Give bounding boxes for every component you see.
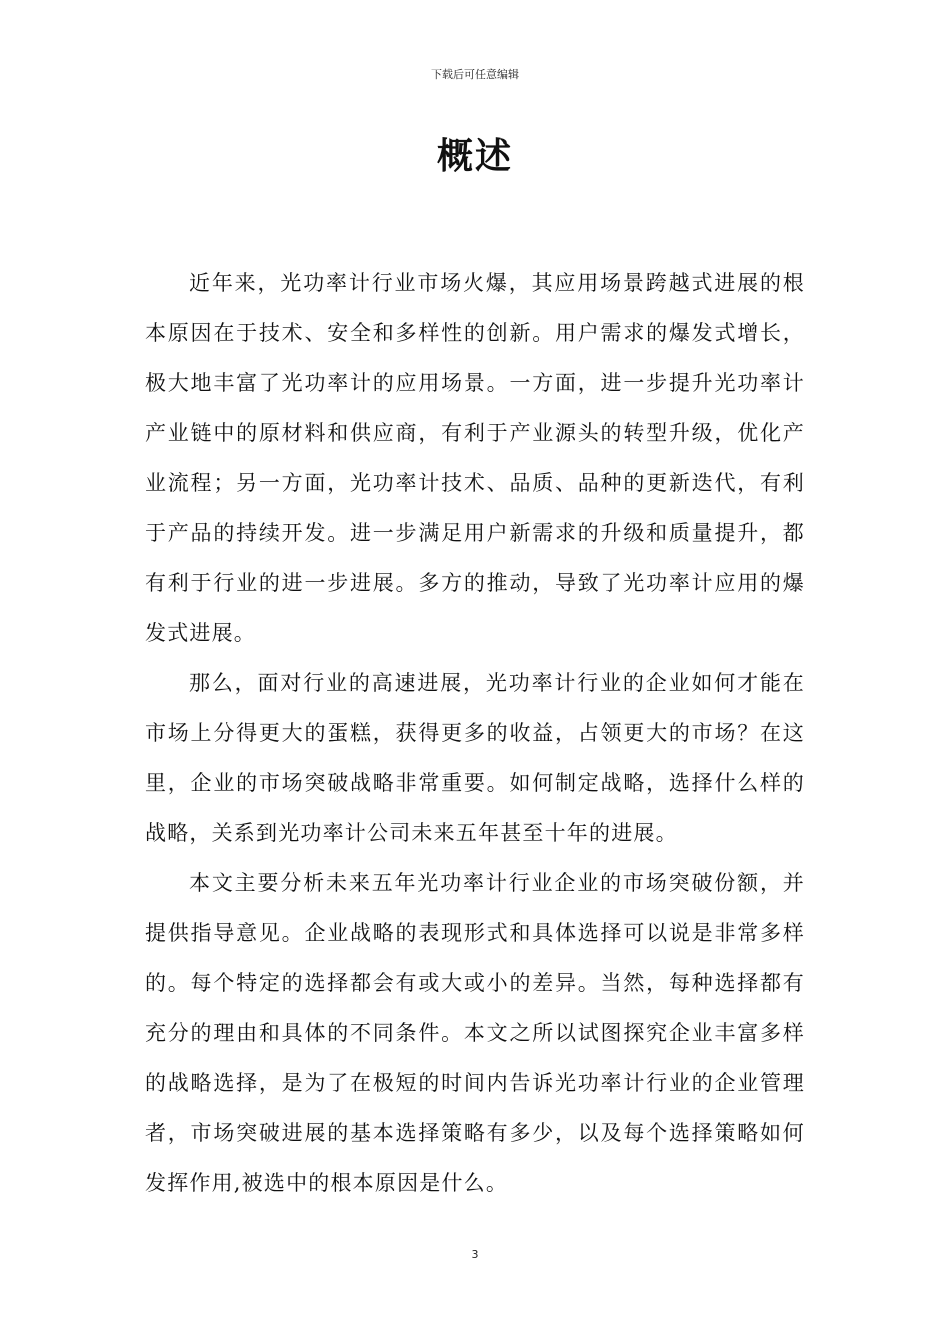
page-title: 概述 <box>436 136 513 177</box>
paragraph-2: 那么，面对行业的高速进展，光功率计行业的企业如何才能在市场上分得更大的蛋糕，获得更多的收益，占领更大的市场？在这里，企业的市场突破战略非常重要。如何制定战略，选择什么样的战略，关系到光功率计公司未来五年甚至十年的进展。 <box>145 671 805 845</box>
body-text <box>145 258 805 1208</box>
page-number: 3 <box>471 1248 479 1261</box>
header-note: 下载后可任意编辑 <box>431 68 519 81</box>
paragraph-1: 近年来，光功率计行业市场火爆，其应用场景跨越式进展的根本原因在于技术、安全和多样性的创新。用户需求的爆发式增长，极大地丰富了光功率计的应用场景。一方面，进一步提升光功率计产业链中的原材料和供应商，有利于产业源头的转型升级，优化产业流程；另一方面，光功率计技术、品质、品种的更新迭代，有利于产品的持续开发。进一步满足用户新需求的升级和质量提升，都有利于行业的进一步进展。多方的推动，导致了光功率计应用的爆发式进展。 <box>145 271 805 645</box>
paragraph-3: 本文主要分析未来五年光功率计行业企业的市场突破份额，并提供指导意见。企业战略的表现形式和具体选择可以说是非常多样的。每个特定的选择都会有或大或小的差异。当然，每种选择都有充分的理由和具体的不同条件。本文之所以试图探究企业丰富多样的战略选择，是为了在极短的时间内告诉光功率计行业的企业管理者，市场突破进展的基本选择策略有多少，以及每个选择策略如何发挥作用,被选中的根本原因是什么。 <box>145 871 805 1195</box>
